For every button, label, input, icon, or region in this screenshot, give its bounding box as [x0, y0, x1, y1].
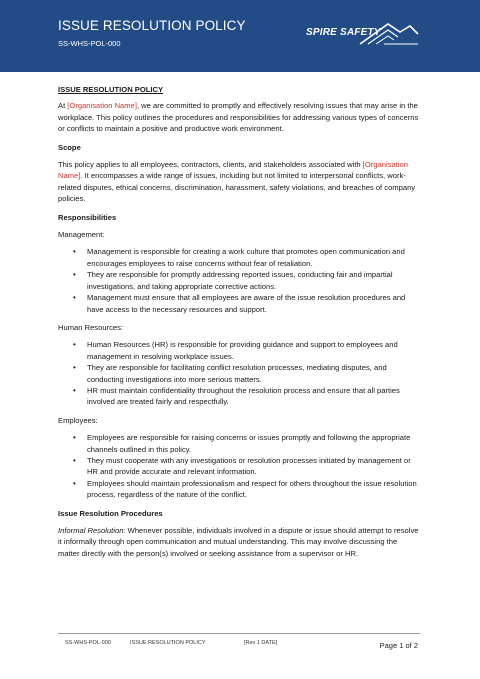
- section-heading-title: ISSUE RESOLUTION POLICY: [58, 85, 164, 94]
- employees-label: Employees:: [58, 415, 98, 425]
- document-code: SS-WHS-POL-000: [58, 39, 121, 48]
- hr-list: [58, 339, 420, 407]
- document-title: ISSUE RESOLUTION POLICY: [58, 18, 246, 33]
- hr-label: Human Resources:: [58, 322, 123, 332]
- list-item: • Human Resources (HR) is responsible for providing guidance and support to employees and management in resolving workplace issues.: [87, 339, 420, 362]
- list-item: • Employees are responsible for raising concerns or issues promptly and following the appropriate channels outlined in this policy.: [87, 432, 420, 455]
- list-item: • They are responsible for facilitating conflict resolution processes, mediating disputes, and conducting investigations into more serious matters.: [87, 362, 420, 385]
- scope-paragraph: This policy applies to all employees, contractors, clients, and stakeholders associated with [Organisation Name]. It encompasses a wide range of issues, including but not limited to interpersonal conflicts, work-related disputes, ethical concerns, discrimination, harassment, safety violations, and breaches of company policies.: [58, 160, 416, 204]
- organisation-placeholder: [Organisation Name]: [67, 101, 137, 111]
- informal-resolution-label: Informal Resolution:: [58, 526, 126, 535]
- section-heading-responsibilities: Responsibilities: [58, 212, 117, 222]
- page-header: [0, 0, 480, 72]
- mountain-logo-icon: [358, 20, 420, 46]
- section-heading-scope: Scope: [58, 142, 81, 152]
- list-item: • Management is responsible for creating a work culture that promotes open communication and encourages employees to raise concerns without fear of retaliation.: [87, 246, 420, 269]
- list-item: • They are responsible for promptly addressing reported issues, conducting fair and impartial investigations, and taking appropriate corrective actions.: [87, 269, 420, 292]
- list-item: • Employees should maintain professionalism and respect for others throughout the issue resolution process, regardless of the nature of the conflict.: [87, 478, 420, 501]
- management-label: Management:: [58, 230, 105, 240]
- employees-list: [58, 432, 420, 500]
- footer-document-title: ISSUE RESOLUTION POLICY: [130, 640, 206, 646]
- intro-paragraph: At [Organisation Name], we are committed to promptly and effectively resolving issues that may arise in the workplace. This policy outlines the procedures and responsibilities for addressing various types of concerns or conflicts to maintain a positive and productive work environment.: [58, 101, 419, 134]
- page-number: Page 1 of 2: [379, 641, 418, 650]
- logo-text: SPIRE SAFETY: [306, 27, 381, 38]
- footer-document-code: SS-WHS-POL-000: [65, 640, 111, 646]
- company-logo: [306, 20, 418, 46]
- list-item: • They must cooperate with any investigations or resolution processes initiated by management or HR and provide accurate and relevant information.: [87, 455, 420, 478]
- document-body: [58, 84, 420, 566]
- list-item: • HR must maintain confidentiality throughout the resolution process and ensure that all parties involved are treated fairly and respectfully.: [87, 385, 420, 408]
- section-heading-procedures: Issue Resolution Procedures: [58, 508, 163, 518]
- organisation-placeholder: [Organisation Name]: [58, 160, 408, 181]
- informal-resolution-paragraph: Informal Resolution: Whenever possible, individuals involved in a dispute or issue should attempt to resolve it informally through open communication and mutual understanding. This may involve discussing the matter directly with the person(s) involved or seeking assistance from a supervisor or HR.: [58, 526, 419, 558]
- page-footer: [58, 633, 420, 658]
- management-list: [58, 246, 420, 314]
- footer-revision: [Rev 1 DATE]: [244, 640, 278, 646]
- list-item: • Management must ensure that all employees are aware of the issue resolution procedures and have access to the necessary resources and support.: [87, 292, 420, 315]
